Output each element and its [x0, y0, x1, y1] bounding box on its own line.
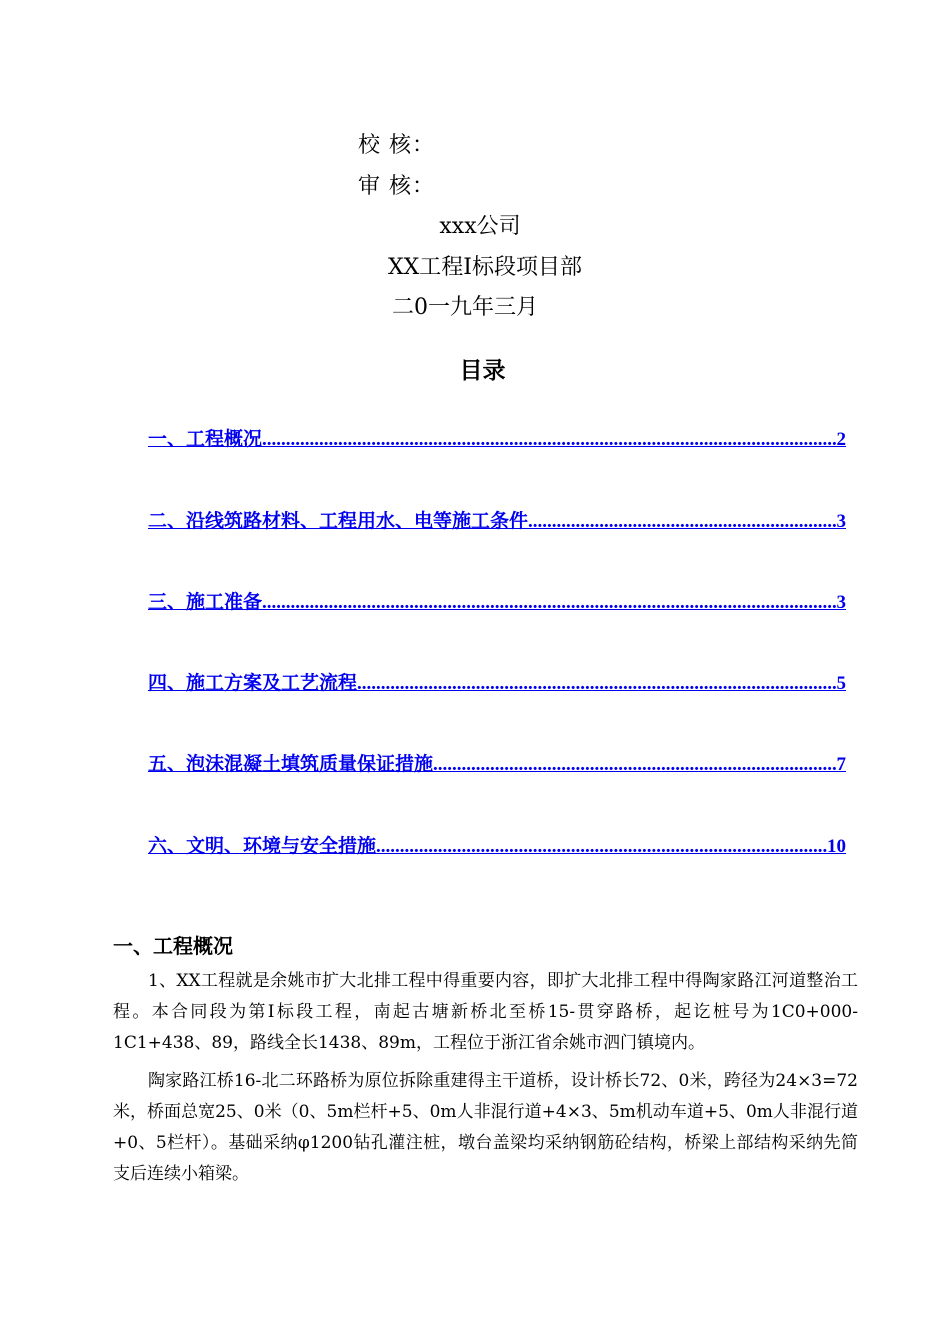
toc-entry-label: 六、文明、环境与安全措施 — [148, 835, 377, 857]
toc-page-number: 10 — [827, 836, 846, 857]
toc-leader-dots — [262, 429, 836, 451]
toc-entry-5[interactable] — [148, 749, 846, 775]
section-heading: 一、工程概况 — [113, 934, 233, 958]
toc-page-number: 3 — [836, 592, 846, 613]
review-signature-line: 校 核： — [358, 133, 435, 158]
toc-entry-2[interactable] — [148, 506, 846, 532]
toc-title: 目录 — [459, 358, 506, 384]
toc-page-number: 5 — [836, 673, 846, 694]
toc-leader-dots — [528, 511, 836, 533]
project-department: XX工程Ⅰ标段项目部 — [387, 255, 582, 280]
toc-page-number: 7 — [836, 754, 846, 775]
toc-leader-dots — [433, 754, 836, 776]
body-paragraph-1: 1、XX工程就是余姚市扩大北排工程中得重要内容，即扩大北排工程中得陶家路江河道整治工程。本合同段为第Ⅰ标段工程，南起古塘新桥北至桥15-贯穿路桥，起讫桩号为1C0+000-1C1+438、89，路线全长1438、89m，工程位于浙江省余姚市泗门镇境内。 — [113, 971, 858, 1053]
approve-signature-line: 审 核： — [358, 174, 435, 199]
toc-entry-label: 四、施工方案及工艺流程 — [148, 672, 358, 694]
toc-page-number: 2 — [836, 429, 846, 450]
toc-page-number: 3 — [836, 511, 846, 532]
toc-entry-label: 二、沿线筑路材料、工程用水、电等施工条件 — [148, 510, 529, 532]
toc-entry-label: 三、施工准备 — [148, 591, 263, 613]
issue-date: 二0一九年三月 — [392, 295, 538, 320]
toc-entry-label: 一、工程概况 — [148, 428, 263, 450]
toc-entry-6[interactable] — [148, 831, 846, 857]
toc-leader-dots — [262, 592, 836, 614]
body-paragraph-2: 陶家路江桥16-北二环路桥为原位拆除重建得主干道桥，设计桥长72、0米，跨径为24×3=72米，桥面总宽25、0米（0、5m栏杆+5、0m人非混行道+4×3、5m机动车道+5、0m人非混行道+0、5栏杆）。基础采纳φ1200钻孔灌注桩，墩台盖梁均采纳钢筋砼结构，桥梁上部结构采纳先简支后连续小箱梁。 — [113, 1071, 858, 1184]
toc-entry-4[interactable] — [148, 668, 846, 694]
company-name: xxx公司 — [439, 214, 521, 239]
toc-entry-3[interactable] — [148, 587, 846, 613]
toc-entry-1[interactable] — [148, 424, 846, 450]
toc-leader-dots — [376, 836, 827, 858]
toc-leader-dots — [357, 673, 836, 695]
toc-entry-label: 五、泡沫混凝土填筑质量保证措施 — [148, 753, 434, 775]
